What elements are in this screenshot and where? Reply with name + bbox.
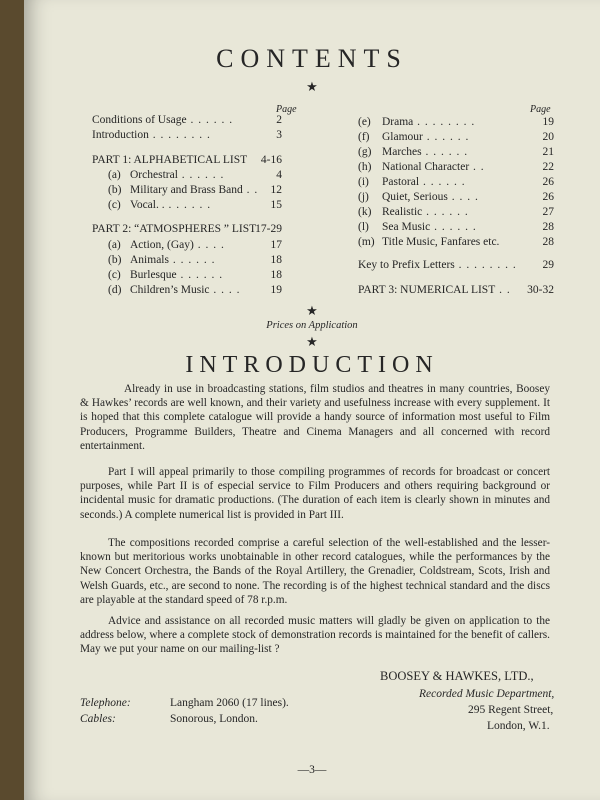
toc-entry-page: 4-16 bbox=[260, 154, 282, 166]
toc-leader-dots: . . . . bbox=[209, 284, 241, 296]
toc-entry-label bbox=[382, 176, 466, 188]
toc-entry-letter: (c) bbox=[108, 199, 121, 211]
toc-entry-letter: (i) bbox=[358, 176, 369, 188]
city: London, W.1. bbox=[487, 720, 550, 732]
toc-entry-text: Pastoral bbox=[382, 176, 420, 188]
toc-entry-text: Orchestral bbox=[130, 169, 178, 181]
toc-entry-page: 26 bbox=[542, 191, 554, 203]
toc-leader-dots: . . . . . . . . bbox=[148, 129, 211, 141]
toc-entry-label bbox=[92, 114, 233, 126]
toc-entry-label bbox=[92, 223, 256, 235]
star-ornament: ★ bbox=[306, 80, 318, 95]
toc-entry-text: Military and Brass Band bbox=[130, 184, 243, 196]
telephone-label: Telephone: bbox=[80, 697, 131, 709]
toc-entry-label bbox=[358, 284, 511, 296]
toc-entry-page: 28 bbox=[542, 221, 554, 233]
page-number: —3— bbox=[297, 764, 327, 776]
intro-paragraph-4: Advice and assistance on all recorded music matters will gladly be given on application to the address below, where a complete stock of demonstration records is maintained for the benefit of callers. May we put your name on our mailing-list ? bbox=[80, 615, 550, 656]
toc-entry-letter: (c) bbox=[108, 269, 121, 281]
toc-entry-text: Marches bbox=[382, 146, 422, 158]
toc-entry-page: 22 bbox=[542, 161, 554, 173]
street-address: 295 Regent Street, bbox=[468, 704, 554, 716]
toc-entry-page: 15 bbox=[270, 199, 282, 211]
toc-leader-dots: . . . . . . bbox=[421, 146, 469, 158]
toc-leader-dots: . . . . . . . . bbox=[454, 259, 517, 271]
page-content bbox=[24, 0, 600, 800]
contents-title: CONTENTS bbox=[216, 44, 408, 73]
toc-entry-letter: (k) bbox=[358, 206, 372, 218]
page-column-header-left: Page bbox=[276, 104, 297, 115]
toc-entry-page: 21 bbox=[542, 146, 554, 158]
toc-entry-page: 30-32 bbox=[527, 284, 554, 296]
toc-entry-page: 26 bbox=[542, 176, 554, 188]
toc-entry-text: Glamour bbox=[382, 131, 423, 143]
toc-entry-label bbox=[130, 269, 223, 281]
toc-entry-text: Drama bbox=[382, 116, 414, 128]
toc-leader-dots: . . . . . . bbox=[422, 131, 470, 143]
toc-entry-page: 18 bbox=[270, 269, 282, 281]
toc-entry-text: Realistic bbox=[382, 206, 423, 218]
intro-paragraph-1: Already in use in broadcasting stations, film studios and theatres in many countries, Boosey & Hawkes’ records are well known, and their variety and usefulness increase with every supplement. It is hoped that this complete catalogue will provide a handy source of information most useful to Film Producers, Programme Builders, Theatre and Cinema Managers and all concerned with record entertainment. bbox=[80, 383, 550, 452]
toc-entry-letter: (b) bbox=[108, 254, 122, 266]
toc-entry-label bbox=[130, 284, 241, 296]
toc-entry-label bbox=[130, 254, 215, 266]
toc-entry-page: 20 bbox=[542, 131, 554, 143]
toc-entry-letter: (j) bbox=[358, 191, 369, 203]
intro-paragraph-2: Part I will appeal primarily to those compiling programmes of records for broadcast or concert purposes, while Part II is of especial service to Film Producers and others requiring background or incidental music for dramatic productions. (The duration of each item is clearly shown in minutes and seconds.) A complete numerical list is provided in Part III. bbox=[80, 466, 550, 521]
toc-entry-text: Conditions of Usage bbox=[92, 114, 187, 126]
toc-entry-text: Sea Music bbox=[382, 221, 431, 233]
toc-entry-letter: (a) bbox=[108, 239, 121, 251]
toc-entry-label bbox=[382, 131, 469, 143]
toc-entry-label bbox=[130, 184, 258, 196]
toc-entry-text: Animals bbox=[130, 254, 169, 266]
toc-leader-dots: . . . . bbox=[193, 239, 225, 251]
toc-entry-text: Title Music, Fanfares etc. bbox=[382, 236, 500, 248]
telephone-value: Langham 2060 (17 lines). bbox=[170, 697, 289, 709]
toc-entry-letter: (e) bbox=[358, 116, 371, 128]
toc-entry-letter: (a) bbox=[108, 169, 121, 181]
catalogue-page bbox=[24, 0, 600, 800]
toc-entry-page: 19 bbox=[270, 284, 282, 296]
toc-entry-label bbox=[382, 116, 475, 128]
toc-leader-dots: . . . . . . bbox=[176, 269, 224, 281]
toc-entry-letter: (d) bbox=[108, 284, 122, 296]
toc-entry-page: 4 bbox=[276, 169, 282, 181]
star-ornament-upper: ★ bbox=[306, 304, 318, 319]
toc-leader-dots: . . . . . . bbox=[164, 199, 212, 211]
toc-entry-label bbox=[382, 146, 468, 158]
prices-note: Prices on Application bbox=[266, 320, 358, 331]
toc-entry-page: 17-29 bbox=[255, 223, 282, 235]
toc-entry-text: Introduction bbox=[92, 129, 149, 141]
toc-entry-page: 28 bbox=[542, 236, 554, 248]
toc-entry-text: Quiet, Serious bbox=[382, 191, 448, 203]
toc-entry-text: National Character bbox=[382, 161, 470, 173]
cables-label: Cables: bbox=[80, 713, 116, 725]
toc-leader-dots: . . . . bbox=[447, 191, 479, 203]
toc-entry-letter: (g) bbox=[358, 146, 372, 158]
toc-leader-dots: . . . . . . bbox=[177, 169, 225, 181]
toc-entry-text: PART 3: NUMERICAL LIST bbox=[358, 284, 496, 296]
toc-entry-page: 27 bbox=[542, 206, 554, 218]
toc-entry-page: 29 bbox=[542, 259, 554, 271]
toc-leader-dots: . . . . . . bbox=[419, 176, 466, 188]
toc-entry-letter: (b) bbox=[108, 184, 122, 196]
toc-leader-dots: . . . . . . bbox=[422, 206, 469, 218]
company-name: BOOSEY & HAWKES, LTD., bbox=[380, 669, 534, 683]
toc-entry-label bbox=[382, 161, 485, 173]
toc-entry-text: PART 2: “ATMOSPHERES ” LIST bbox=[92, 223, 257, 235]
toc-entry-page: 17 bbox=[270, 239, 282, 251]
toc-entry-label bbox=[358, 259, 517, 271]
toc-entry-page: 19 bbox=[542, 116, 554, 128]
toc-entry-text: Key to Prefix Letters bbox=[358, 259, 455, 271]
toc-entry-letter: (m) bbox=[358, 236, 375, 248]
toc-entry-label bbox=[382, 191, 479, 203]
toc-entry-text: PART 1: ALPHABETICAL LIST bbox=[92, 154, 248, 166]
toc-entry-label bbox=[92, 129, 211, 141]
toc-entry-label bbox=[130, 199, 211, 211]
toc-leader-dots: . . bbox=[469, 161, 485, 173]
toc-leader-dots: . . bbox=[242, 184, 259, 196]
toc-entry-label bbox=[130, 239, 225, 251]
toc-entry-page: 2 bbox=[276, 114, 282, 126]
toc-leader-dots: . . bbox=[495, 284, 511, 296]
toc-entry-text: Action, (Gay) bbox=[130, 239, 194, 251]
cables-value: Sonorous, London. bbox=[170, 713, 258, 725]
toc-leader-dots: . . . . . . bbox=[186, 114, 234, 126]
toc-leader-dots: . . . . . . . . bbox=[413, 116, 476, 128]
toc-entry-page: 18 bbox=[270, 254, 282, 266]
toc-entry-page: 12 bbox=[270, 184, 282, 196]
toc-entry-label bbox=[382, 206, 469, 218]
toc-leader-dots: . . . . . . bbox=[430, 221, 477, 233]
toc-entry-text: Vocal. . bbox=[130, 199, 165, 211]
toc-entry-label bbox=[92, 154, 247, 166]
toc-entry-letter: (l) bbox=[358, 221, 369, 233]
toc-entry-page: 3 bbox=[276, 129, 282, 141]
page-column-header-right: Page bbox=[530, 104, 551, 115]
toc-entry-label bbox=[130, 169, 224, 181]
star-ornament-lower: ★ bbox=[306, 335, 318, 350]
toc-entry-letter: (h) bbox=[358, 161, 372, 173]
department: Recorded Music Department, bbox=[419, 688, 555, 700]
toc-entry-label bbox=[382, 221, 477, 233]
introduction-title: INTRODUCTION bbox=[185, 352, 439, 378]
toc-entry-letter: (f) bbox=[358, 131, 370, 143]
toc-entry-label bbox=[382, 236, 499, 248]
toc-leader-dots: . . . . . . bbox=[168, 254, 216, 266]
toc-entry-text: Children’s Music bbox=[130, 284, 210, 296]
intro-paragraph-3: The compositions recorded comprise a careful selection of the well-established and the lesser-known but meritorious works unobtainable in other record catalogues, while the performances by the New Concert Orchestra, the Bands of the Royal Artillery, the Grenadier, Coldstream, Scots, Irish and Welsh Guards, etc., are second to none. The recording is of the highest technical standard and the discs are playable at the standard speed of 78 r.p.m. bbox=[80, 537, 550, 606]
toc-entry-text: Burlesque bbox=[130, 269, 177, 281]
